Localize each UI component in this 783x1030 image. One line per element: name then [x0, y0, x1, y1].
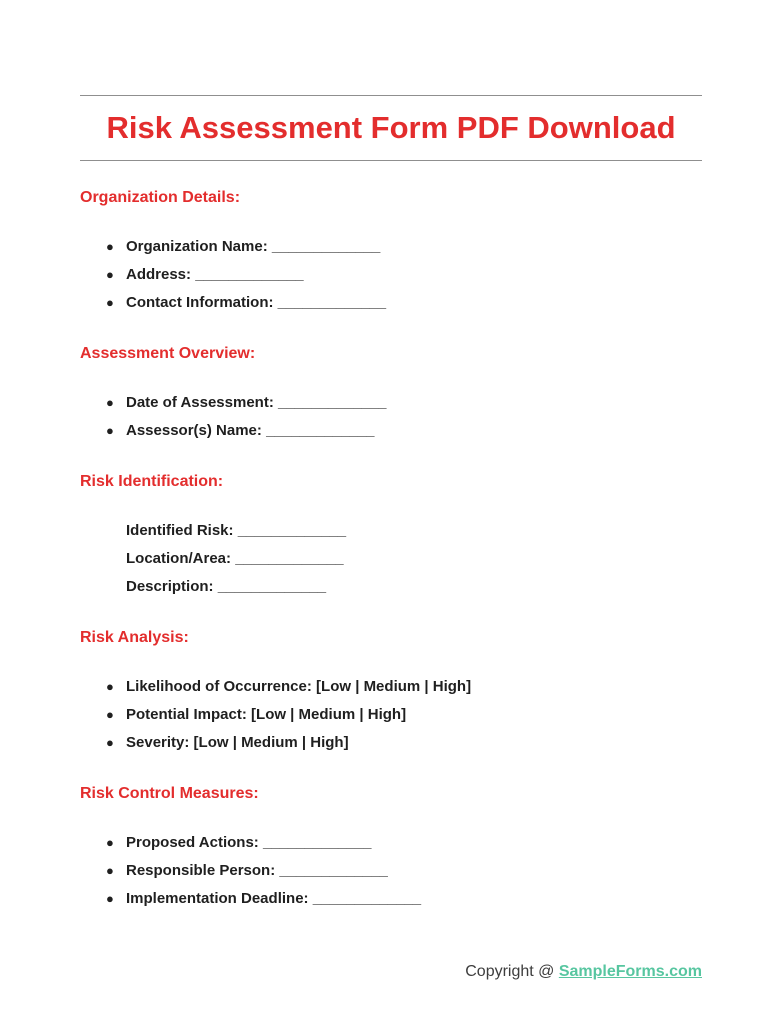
item-blank: [Low | Medium | High] — [193, 734, 349, 751]
item-label: Date of Assessment: — [126, 394, 278, 411]
bullet-icon: ● — [106, 835, 114, 850]
document-content — [0, 95, 783, 913]
bullet-icon: ● — [106, 863, 114, 878]
list-item — [80, 857, 702, 885]
form-sections — [80, 188, 702, 913]
list-item — [80, 701, 702, 729]
item-label: Likelihood of Occurrence: — [126, 678, 317, 695]
bullet-icon: ● — [106, 395, 114, 410]
list-item — [80, 233, 702, 261]
list-item — [80, 545, 702, 573]
list-item — [80, 417, 702, 445]
item-blank: _____________ — [217, 578, 327, 595]
section-items — [80, 389, 702, 445]
item-blank: _____________ — [278, 394, 387, 411]
item-label: Severity: — [126, 734, 194, 751]
item-label: Organization Name: — [126, 238, 272, 255]
item-blank: _____________ — [235, 550, 344, 567]
item-label: Implementation Deadline: — [126, 890, 313, 907]
item-label: Contact Information: — [126, 294, 278, 311]
section-items — [80, 517, 702, 601]
list-item — [80, 517, 702, 545]
list-item — [80, 829, 702, 857]
sampleforms-link[interactable]: SampleForms.com — [558, 963, 702, 980]
item-blank: _____________ — [262, 834, 372, 851]
bullet-icon: ● — [106, 295, 114, 310]
form-section — [80, 784, 702, 913]
title-top-rule — [80, 95, 702, 96]
item-label: Identified Risk: — [126, 522, 238, 539]
list-item — [80, 885, 702, 913]
item-label: Assessor(s) Name: — [126, 422, 267, 439]
bullet-icon: ● — [106, 267, 114, 282]
bullet-icon: ● — [106, 707, 114, 722]
list-item — [80, 389, 702, 417]
item-blank: [Low | Medium | High] — [251, 706, 407, 723]
bullet-icon: ● — [106, 735, 114, 750]
list-item — [80, 729, 702, 757]
section-heading: Assessment Overview: — [80, 345, 256, 362]
bullet-icon: ● — [106, 423, 114, 438]
title-bottom-rule — [80, 160, 702, 161]
form-section — [80, 628, 702, 757]
bullet-icon: ● — [106, 239, 114, 254]
item-label: Address: — [126, 266, 196, 283]
item-label: Description: — [126, 578, 218, 595]
list-item — [80, 673, 702, 701]
item-label: Proposed Actions: — [126, 834, 263, 851]
section-heading: Risk Identification: — [80, 473, 224, 490]
list-item — [80, 261, 702, 289]
section-heading: Organization Details: — [80, 189, 241, 206]
section-items — [80, 233, 702, 317]
section-heading: Risk Control Measures: — [80, 785, 259, 802]
item-label: Potential Impact: — [126, 706, 252, 723]
section-items — [80, 673, 702, 757]
footer — [465, 963, 702, 981]
item-blank: _____________ — [266, 422, 375, 439]
form-section — [80, 344, 702, 445]
page-title: Risk Assessment Form PDF Download — [106, 110, 676, 145]
item-blank: _____________ — [312, 890, 422, 907]
form-section — [80, 472, 702, 601]
item-blank: _____________ — [195, 266, 304, 283]
item-blank: _____________ — [271, 238, 381, 255]
bullet-icon: ● — [106, 891, 114, 906]
section-items — [80, 829, 702, 913]
list-item — [80, 573, 702, 601]
item-blank: _____________ — [237, 522, 347, 539]
form-section — [80, 188, 702, 317]
item-blank: _____________ — [279, 862, 388, 879]
bullet-icon: ● — [106, 679, 114, 694]
section-heading: Risk Analysis: — [80, 629, 189, 646]
item-label: Responsible Person: — [126, 862, 280, 879]
item-blank: [Low | Medium | High] — [316, 678, 472, 695]
item-label: Location/Area: — [126, 550, 236, 567]
list-item — [80, 289, 702, 317]
item-blank: _____________ — [277, 294, 387, 311]
copyright-text: Copyright @ — [465, 963, 559, 980]
